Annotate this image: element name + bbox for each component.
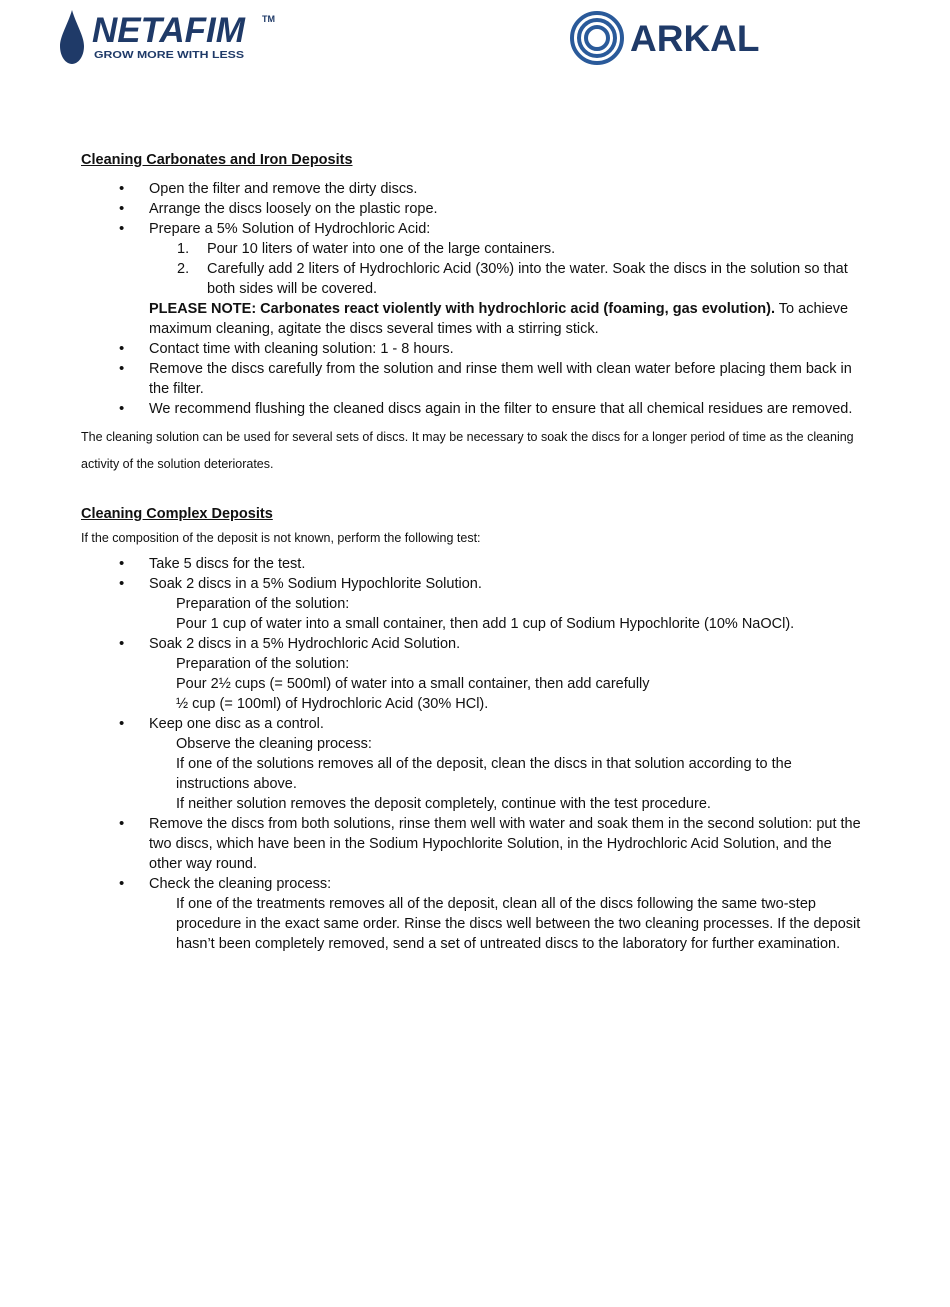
carbonates-bullet-list-after <box>81 339 861 419</box>
list-item-text: Prepare a 5% Solution of Hydrochloric Acid: <box>149 221 431 237</box>
netafim-logo <box>58 8 278 70</box>
arkal-rings-icon <box>572 13 622 63</box>
list-item-text: Soak 2 discs in a 5% Sodium Hypochlorite Solution. <box>149 576 482 592</box>
arkal-logo <box>568 10 768 68</box>
list-item <box>81 874 861 954</box>
list-item: • Open the filter and remove the dirty discs. <box>81 179 861 199</box>
carbonates-bullet-list <box>81 179 861 239</box>
list-item: • Take 5 discs for the test. <box>81 554 861 574</box>
section-heading-complex: Cleaning Complex Deposits <box>81 506 273 522</box>
list-item: • Remove the discs carefully from the solution and rinse them well with clean water before placing them back in the filter. <box>81 359 861 399</box>
carbonates-closing-paragraph: The cleaning solution can be used for several sets of discs. It may be necessary to soak the discs for a longer period of time as the cleaning activity of the solution deteriorates. <box>81 430 854 471</box>
list-item <box>81 219 861 239</box>
list-item: • Contact time with cleaning solution: 1 - 8 hours. <box>81 339 861 359</box>
please-note-bold: PLEASE NOTE: Carbonates react violently with hydrochloric acid (foaming, gas evolution). <box>149 301 776 317</box>
acid-steps-list <box>81 239 861 299</box>
step-number: 1. <box>177 241 190 257</box>
indented-line: Preparation of the solution: <box>176 596 350 612</box>
list-item <box>81 634 861 714</box>
step-text: Pour 10 liters of water into one of the large containers. <box>207 241 556 257</box>
document-body <box>81 149 861 954</box>
indented-line: If neither solution removes the deposit completely, continue with the test procedure. <box>176 796 711 812</box>
list-item <box>81 714 861 814</box>
please-note-text: To achieve maximum cleaning, agitate the discs several times with a stirring stick. <box>149 301 849 337</box>
complex-intro-paragraph: If the composition of the deposit is not known, perform the following test: <box>81 531 481 545</box>
step-text: Carefully add 2 liters of Hydrochloric Acid (30%) into the water. Soak the discs in the solution so that both sides will be covered. <box>207 261 848 297</box>
step-item <box>149 239 861 259</box>
complex-bullet-list <box>81 554 861 954</box>
indented-line: If one of the solutions removes all of the deposit, clean the discs in that solution according to the instructions above. <box>176 756 792 792</box>
indented-line: Observe the cleaning process: <box>176 736 372 752</box>
section-heading-carbonates: Cleaning Carbonates and Iron Deposits <box>81 152 353 168</box>
step-number: 2. <box>177 261 190 277</box>
netafim-logo-tagline: GROW MORE WITH LESS <box>94 49 244 61</box>
list-item: • Arrange the discs loosely on the plastic rope. <box>81 199 861 219</box>
list-item: • We recommend flushing the cleaned discs again in the filter to ensure that all chemical residues are removed. <box>81 399 861 419</box>
list-item <box>81 574 861 634</box>
list-item: • Remove the discs from both solutions, rinse them well with water and soak them in the second solution: put the two discs, which have been in the Sodium Hypochlorite Solution, in the Hydrochloric Acid Solution, and the other way round. <box>81 814 861 874</box>
netafim-logo-name: NETAFIM <box>92 11 245 50</box>
page-header <box>0 0 950 80</box>
step-item <box>149 259 861 299</box>
indented-line: Pour 1 cup of water into a small container, then add 1 cup of Sodium Hypochlorite (10% NaOCl). <box>176 616 795 632</box>
indented-line: If one of the treatments removes all of the deposit, clean all of the discs following the same two-step procedure in the exact same order. Rinse the discs well between the two cleaning processes. If the deposit hasn’t been completely removed, send a set of untreated discs to the laboratory for further examination. <box>176 896 861 952</box>
please-note <box>81 299 861 339</box>
netafim-logo-tm: TM <box>262 14 275 24</box>
list-item-text: Check the cleaning process: <box>149 876 332 892</box>
indented-line: ½ cup (= 100ml) of Hydrochloric Acid (30% HCl). <box>176 696 489 712</box>
arkal-logo-name: ARKAL <box>630 18 760 59</box>
indented-line: Preparation of the solution: <box>176 656 350 672</box>
list-item-text: Keep one disc as a control. <box>149 716 324 732</box>
list-item-text: Soak 2 discs in a 5% Hydrochloric Acid Solution. <box>149 636 461 652</box>
indented-line: Pour 2½ cups (= 500ml) of water into a small container, then add carefully <box>176 676 650 692</box>
water-drop-icon <box>60 10 84 64</box>
